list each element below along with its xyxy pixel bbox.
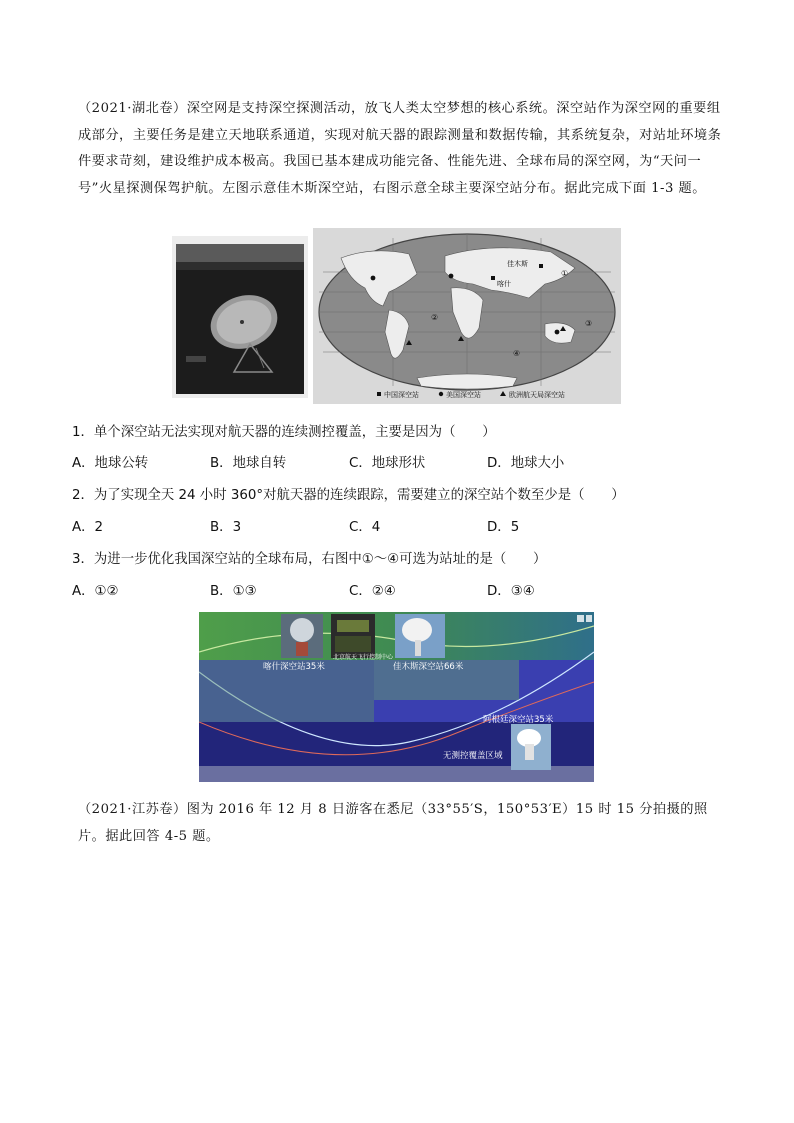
label-jiamusi-station: 佳木斯深空站66米 <box>393 662 464 672</box>
circled-number-1: ① <box>561 269 569 278</box>
circled-number-3: ③ <box>585 319 593 328</box>
intro-text-1: 深空网是支持深空探测活动，放飞人类太空梦想的核心系统。深空站作为深空网的重要组成部分，主要任务是建立天地联系通道，实现对航天器的跟踪测量和数据传输，其系统复杂，对站址环境条件要求苛刻，建设维护成本极高。我国已基本建成功能完备、性能先进、全球布局的深空网，为“天问一号”火星探测保驾护航。左图示意佳木斯深空站，右图示意全球主要深空站分布。据此完成下面 1-3 题。 <box>78 101 722 196</box>
intro-paragraph-2 <box>78 797 728 850</box>
legend-esa-stations: 欧洲航天局深空站 <box>509 391 565 399</box>
source-tag-hubei: （2021·湖北卷） <box>78 101 187 116</box>
question-2-stem: 2．为了实现全天 24 小时 360°对航天器的连续跟踪，需要建立的深空站个数至少是（ ） <box>72 488 625 503</box>
question-1-stem: 1．单个深空站无法实现对航天器的连续测控覆盖，主要是因为（ ） <box>72 425 496 440</box>
source-tag-jiangsu: （2021·江苏卷） <box>78 802 187 817</box>
label-beijing-control-center: 北京航天飞行控制中心 <box>333 654 394 661</box>
world-map-graphic <box>313 228 621 404</box>
label-no-coverage-area: 无测控覆盖区域 <box>443 751 503 761</box>
question-2-option-a[interactable]: A．2 <box>72 520 104 535</box>
question-3-option-c[interactable]: C．②④ <box>349 584 396 599</box>
question-2-option-d[interactable]: D．5 <box>487 520 520 535</box>
label-argentina-station: 阿根廷深空站35米 <box>483 715 554 725</box>
intro-text-2: 图为 2016 年 12 月 8 日游客在悉尼（33°55′S，150°53′E）15 时 15 分拍摄的照片。据此回答 4-5 题。 <box>78 802 708 844</box>
map-label-kashgar: 喀什 <box>497 280 511 288</box>
intro-paragraph-1 <box>78 96 728 202</box>
coverage-graphic <box>199 612 594 782</box>
label-kashgar-station: 喀什深空站35米 <box>263 662 325 672</box>
legend-china-stations: 中国深空站 <box>384 391 419 399</box>
question-1-option-a[interactable]: A．地球公转 <box>72 456 149 471</box>
question-2-option-c[interactable]: C．4 <box>349 520 381 535</box>
question-1-option-b[interactable]: B．地球自转 <box>210 456 287 471</box>
question-1-option-d[interactable]: D．地球大小 <box>487 456 565 471</box>
question-3-option-a[interactable]: A．①② <box>72 584 119 599</box>
legend-us-stations: 美国深空站 <box>446 391 481 399</box>
jiamusi-station-photo <box>172 236 308 398</box>
world-map-stations <box>313 228 621 404</box>
question-3-option-b[interactable]: B．①③ <box>210 584 257 599</box>
map-label-jiamusi: 佳木斯 <box>507 260 528 268</box>
question-1-option-c[interactable]: C．地球形状 <box>349 456 426 471</box>
question-3-stem: 3．为进一步优化我国深空站的全球布局，右图中①～④可选为站址的是（ ） <box>72 552 547 567</box>
dish-photo-graphic <box>172 236 308 398</box>
station-coverage-image <box>199 612 594 782</box>
question-2-option-b[interactable]: B．3 <box>210 520 242 535</box>
circled-number-2: ② <box>431 313 439 322</box>
circled-number-4: ④ <box>513 349 521 358</box>
question-3-option-d[interactable]: D．③④ <box>487 584 535 599</box>
